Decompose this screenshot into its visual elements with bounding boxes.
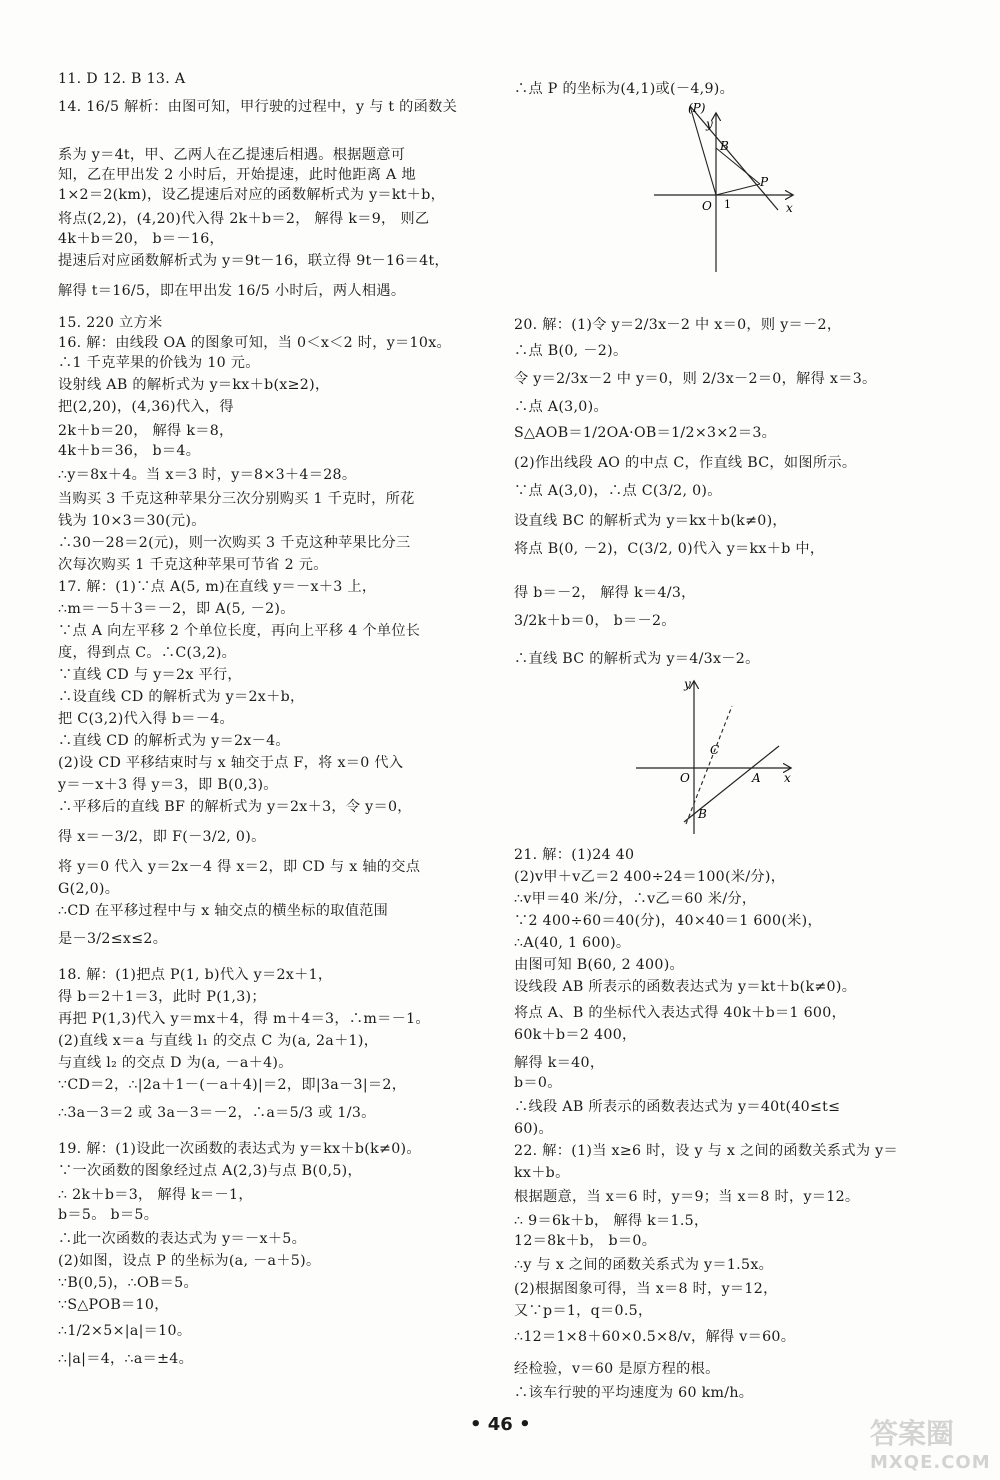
text-line: 19. 解：(1)设此一次函数的表达式为 y＝kx＋b(k≠0)。 (58, 1141, 421, 1157)
label-P: P (760, 175, 769, 189)
text-line: kx＋b。 (514, 1165, 570, 1181)
label-C: C (710, 743, 720, 757)
text-line: 17. 解：(1)∵点 A(5, m)在直线 y＝－x＋3 上， (58, 579, 377, 595)
text-line: 14. 16/5 解析：由图可知，甲行驶的过程中，y 与 t 的函数关 (58, 99, 458, 115)
text-line: 提速后对应函数解析式为 y＝9t－16，联立得 9t－16＝4t， (58, 253, 449, 269)
text-line: ∴1/2×5×|a|＝10。 (58, 1323, 192, 1339)
text-line: 得 x＝－3/2，即 F(－3/2, 0)。 (58, 829, 266, 845)
text-line: ∴y＝8x＋4。当 x＝3 时，y＝8×3＋4＝28。 (58, 467, 357, 483)
text-line: ∴此一次函数的表达式为 y＝－x＋5。 (58, 1231, 307, 1247)
text-line: ∴点 P 的坐标为(4,1)或(－4,9)。 (514, 81, 735, 97)
text-line: 解得 k＝40， (514, 1055, 605, 1071)
text-line: ∴30－28＝2(元)，则一次购买 3 千克这种苹果比分三 (58, 535, 411, 551)
label-O: O (680, 771, 690, 785)
text-line: 15. 220 立方米 (58, 315, 163, 331)
label-B: B (720, 139, 729, 153)
text-line: 将点(2,2)，(4,20)代入得 2k＋b＝2， 解得 k＝9， 则乙 (58, 211, 430, 227)
text-line: 1×2＝2(km)，设乙提速后对应的函数解析式为 y＝kt＋b， (58, 187, 446, 203)
text-line: 再把 P(1,3)代入 y＝mx＋4，得 m＋4＝3，∴m＝－1。 (58, 1011, 430, 1027)
text-line: ∴点 B(0, －2)。 (514, 343, 628, 359)
text-line: 令 y＝2/3x－2 中 y＝0，则 2/3x－2＝0，解得 x＝3。 (514, 371, 877, 387)
text-line: 将 y＝0 代入 y＝2x－4 得 x＝2，即 CD 与 x 轴的交点 (58, 859, 421, 875)
watermark-logo (870, 1412, 991, 1473)
label-A: A (752, 771, 761, 785)
text-line: 根据题意，当 x＝6 时，y＝9；当 x＝8 时，y＝12。 (514, 1189, 860, 1205)
text-line: 4k＋b＝36， b＝4。 (58, 443, 201, 459)
text-line: 设射线 AB 的解析式为 y＝kx＋b(x≥2)， (58, 377, 330, 393)
text-line: ∴3a－3＝2 或 3a－3＝－2，∴a＝5/3 或 1/3。 (58, 1105, 376, 1121)
text-line: 经检验，v＝60 是原方程的根。 (514, 1361, 720, 1377)
text-line: ∵2 400÷60＝40(分)，40×40＝1 600(米)， (514, 913, 822, 929)
label-P-top: (P) (688, 101, 706, 115)
text-line: 3/2k＋b＝0， b＝－2。 (514, 613, 676, 629)
text-line: 60)。 (514, 1121, 553, 1137)
text-line: (2)如图，设点 P 的坐标为(a, －a＋5)。 (58, 1253, 321, 1269)
text-line: (2)直线 x＝a 与直线 l₁ 的交点 C 为(a, 2a＋1)， (58, 1033, 379, 1049)
text-line: 钱为 10×3＝30(元)。 (58, 513, 206, 529)
text-line: 将点 A、B 的坐标代入表达式得 40k＋b＝1 600， (514, 1005, 847, 1021)
label-y: y (706, 117, 713, 131)
text-line: 解得 t＝16/5，即在甲出发 16/5 小时后，两人相遇。 (58, 283, 406, 299)
text-line: 由图可知 B(60, 2 400)。 (514, 957, 685, 973)
text-line: 把 C(3,2)代入得 b＝－4。 (58, 711, 235, 727)
text-line: 又∵p＝1，q＝0.5， (514, 1303, 653, 1319)
text-line: 12＝8k＋b， b＝0。 (514, 1233, 657, 1249)
text-line: ∵B(0,5)，∴OB＝5。 (58, 1275, 198, 1291)
segment-b-p (716, 148, 760, 184)
text-line: ∴v甲＝40 米/分，∴v乙＝60 米/分， (514, 891, 757, 907)
text-line: ∵S△POB＝10， (58, 1297, 169, 1313)
text-line: ∴平移后的直线 BF 的解析式为 y＝2x＋3，令 y＝0， (58, 799, 412, 815)
text-line: ∵直线 CD 与 y＝2x 平行， (58, 667, 242, 683)
figure-q20 (634, 674, 804, 836)
text-line: G(2,0)。 (58, 881, 120, 897)
text-line: 将点 B(0, －2)，C(3/2, 0)代入 y＝kx＋b 中， (514, 541, 825, 557)
text-line: 当购买 3 千克这种苹果分三次分别购买 1 千克时，所花 (58, 491, 415, 507)
text-line: 系为 y＝4t，甲、乙两人在乙提速后相遇。根据题意可 (58, 147, 406, 163)
text-line: 设直线 BC 的解析式为 y＝kx＋b(k≠0)， (514, 513, 787, 529)
text-line: (2)v甲＋v乙＝2 400÷24＝100(米/分)， (514, 869, 786, 885)
text-line: ∴CD 在平移过程中与 x 轴交点的横坐标的取值范围 (58, 903, 389, 919)
text-line: ∴该车行驶的平均速度为 60 km/h。 (514, 1385, 754, 1401)
text-line: 18. 解：(1)把点 P(1, b)代入 y＝2x＋1， (58, 967, 333, 983)
text-line: 与直线 l₂ 的交点 D 为(a, －a＋4)。 (58, 1055, 293, 1071)
text-line: ∵一次函数的图象经过点 A(2,3)与点 B(0,5)， (58, 1163, 362, 1179)
text-line: S△AOB＝1/2OA·OB＝1/2×3×2＝3。 (514, 425, 777, 441)
label-x: x (786, 201, 793, 215)
text-line: ∵CD＝2，∴|2a＋1－(－a＋4)|＝2，即|3a－3|＝2， (58, 1077, 407, 1093)
text-line: ∴|a|＝4，∴a＝±4。 (58, 1351, 194, 1367)
text-line: 度，得到点 C。∴C(3,2)。 (58, 645, 237, 661)
label-O: O (702, 199, 712, 213)
text-line: 次每次购买 1 千克这种苹果可节省 2 元。 (58, 557, 328, 573)
label-B: B (698, 807, 707, 821)
text-line: (2)作出线段 AO 的中点 C，作直线 BC，如图所示。 (514, 455, 857, 471)
label-one: 1 (724, 198, 731, 211)
text-line: ∴直线 CD 的解析式为 y＝2x－4。 (58, 733, 290, 749)
text-line: 设线段 AB 所表示的函数表达式为 y＝kt＋b(k≠0)。 (514, 979, 857, 995)
text-line: 2k＋b＝20， 解得 k＝8， (58, 423, 234, 439)
text-line: 60k＋b＝2 400， (514, 1027, 637, 1043)
text-line: 20. 解：(1)令 y＝2/3x－2 中 x＝0，则 y＝－2， (514, 317, 842, 333)
label-x: x (784, 771, 791, 785)
text-line: 22. 解：(1)当 x≥6 时，设 y 与 x 之间的函数关系式为 y＝ (514, 1143, 898, 1159)
text-line: 21. 解：(1)24 40 (514, 847, 635, 863)
text-line: 得 b＝2＋1＝3，此时 P(1,3)； (58, 989, 266, 1005)
text-line: (2)根据图象可得，当 x＝8 时，y＝12， (514, 1281, 778, 1297)
text-line: b＝0。 (514, 1075, 562, 1091)
line-y-neg-x-plus-5 (690, 106, 778, 210)
text-line: 是－3/2≤x≤2。 (58, 931, 168, 947)
text-line: ∴直线 BC 的解析式为 y＝4/3x－2。 (514, 651, 760, 667)
segment-o-p (716, 184, 760, 195)
text-line: y＝－x＋3 得 y＝3，即 B(0,3)。 (58, 777, 278, 793)
watermark-top-text: 答案圈 (870, 1417, 955, 1450)
text-line: b＝5。 b＝5。 (58, 1207, 159, 1223)
watermark-bottom-text: MXQE.COM (870, 1452, 991, 1473)
text-line: ∵点 A(3,0)，∴点 C(3/2, 0)。 (514, 483, 722, 499)
text-line: ∴y 与 x 之间的函数关系式为 y＝1.5x。 (514, 1257, 774, 1273)
figure-q19 (650, 100, 800, 275)
text-line: ∴ 9＝6k＋b， 解得 k＝1.5， (514, 1213, 709, 1229)
label-y: y (684, 677, 691, 691)
line-bc-dashed (686, 706, 732, 824)
text-line: ∴点 A(3,0)。 (514, 399, 608, 415)
text-line: 11. D 12. B 13. A (58, 71, 186, 87)
text-line: 4k＋b＝20， b＝－16， (58, 231, 225, 247)
text-line: ∴线段 AB 所表示的函数表达式为 y＝40t(40≤t≤ (514, 1099, 841, 1115)
text-line: 把(2,20)，(4,36)代入，得 (58, 399, 234, 415)
text-line: 得 b＝－2， 解得 k＝4/3， (514, 585, 696, 601)
text-line: ∴12＝1×8＋60×0.5×8/v，解得 v＝60。 (514, 1329, 796, 1345)
page-number: • 46 • (470, 1414, 531, 1435)
text-line: ∴m＝－5＋3＝－2，即 A(5, －2)。 (58, 601, 295, 617)
text-line: (2)设 CD 平移结束时与 x 轴交于点 F，将 x＝0 代入 (58, 755, 404, 771)
text-line: ∴1 千克苹果的价钱为 10 元。 (58, 355, 260, 371)
text-line: ∵点 A 向左平移 2 个单位长度，再向上平移 4 个单位长 (58, 623, 421, 639)
text-line: 16. 解：由线段 OA 的图象可知，当 0＜x＜2 时，y＝10x。 (58, 335, 451, 351)
text-line: ∴ 2k＋b＝3， 解得 k＝－1， (58, 1187, 253, 1203)
text-line: ∴设直线 CD 的解析式为 y＝2x＋b， (58, 689, 305, 705)
text-line: ∴A(40, 1 600)。 (514, 935, 631, 951)
text-line: 知，乙在甲出发 2 小时后，开始提速，此时他距离 A 地 (58, 167, 416, 183)
